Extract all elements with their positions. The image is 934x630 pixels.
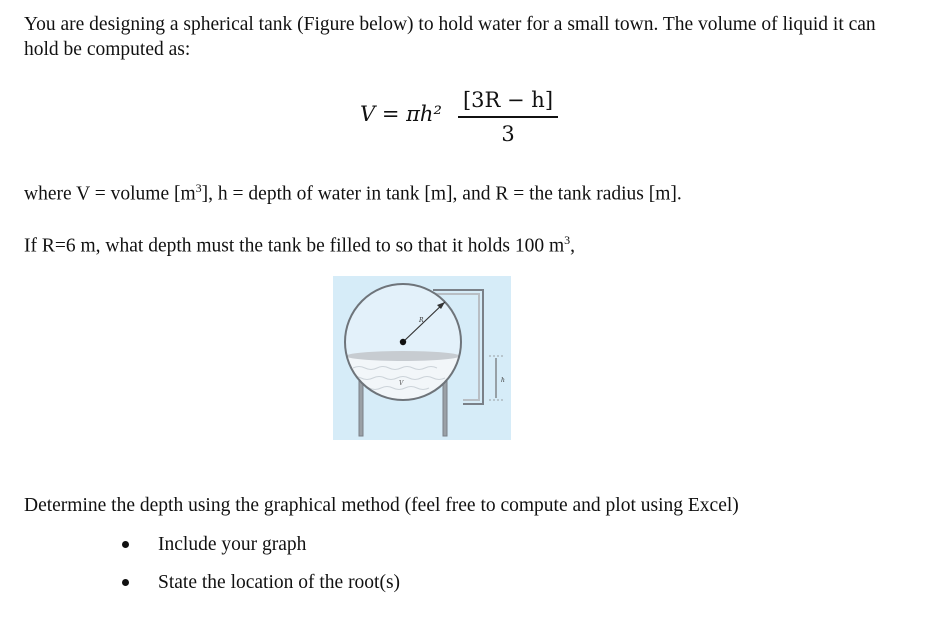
- formula-denominator: 3: [501, 121, 515, 146]
- depth-label: h: [501, 377, 505, 384]
- bullet-dot: [122, 579, 129, 586]
- spherical-tank-figure: [333, 276, 511, 440]
- bullet-text: State the location of the root(s): [158, 572, 401, 593]
- question-paragraph: [24, 228, 575, 259]
- fraction-bar: [458, 116, 558, 118]
- tank-leg-right: [443, 381, 447, 436]
- definitions-paragraph: [24, 176, 682, 207]
- task-paragraph: Determine the depth using the graphical method (feel free to compute and plot using Excel): [24, 495, 739, 516]
- where-part1: where V = volume [m: [24, 183, 196, 205]
- where-superscript: 3: [195, 181, 202, 195]
- formula-lhs: V = πh²: [360, 102, 442, 126]
- volume-label: V: [399, 380, 404, 387]
- where-part2: ], h = depth of water in tank [m], and R = the tank radius [m].: [201, 183, 682, 205]
- tank-diagram: [333, 276, 511, 440]
- question-part2: ,: [570, 235, 576, 257]
- formula-numerator: [3R − h]: [462, 88, 554, 112]
- radius-label: R: [419, 317, 424, 324]
- bullet-dot: [122, 541, 129, 548]
- bullet-text: Include your graph: [158, 534, 307, 555]
- tank-leg-left: [359, 381, 363, 436]
- question-superscript: 3: [564, 233, 571, 247]
- intro-paragraph: You are designing a spherical tank (Figure below) to hold water for a small town. The volume of liquid it can hold be computed as:: [24, 14, 876, 60]
- question-part1: If R=6 m, what depth must the tank be filled to so that it holds 100 m: [24, 235, 565, 257]
- water-surface: [346, 351, 460, 361]
- center-point: [400, 339, 406, 345]
- formula-fraction: [458, 88, 558, 146]
